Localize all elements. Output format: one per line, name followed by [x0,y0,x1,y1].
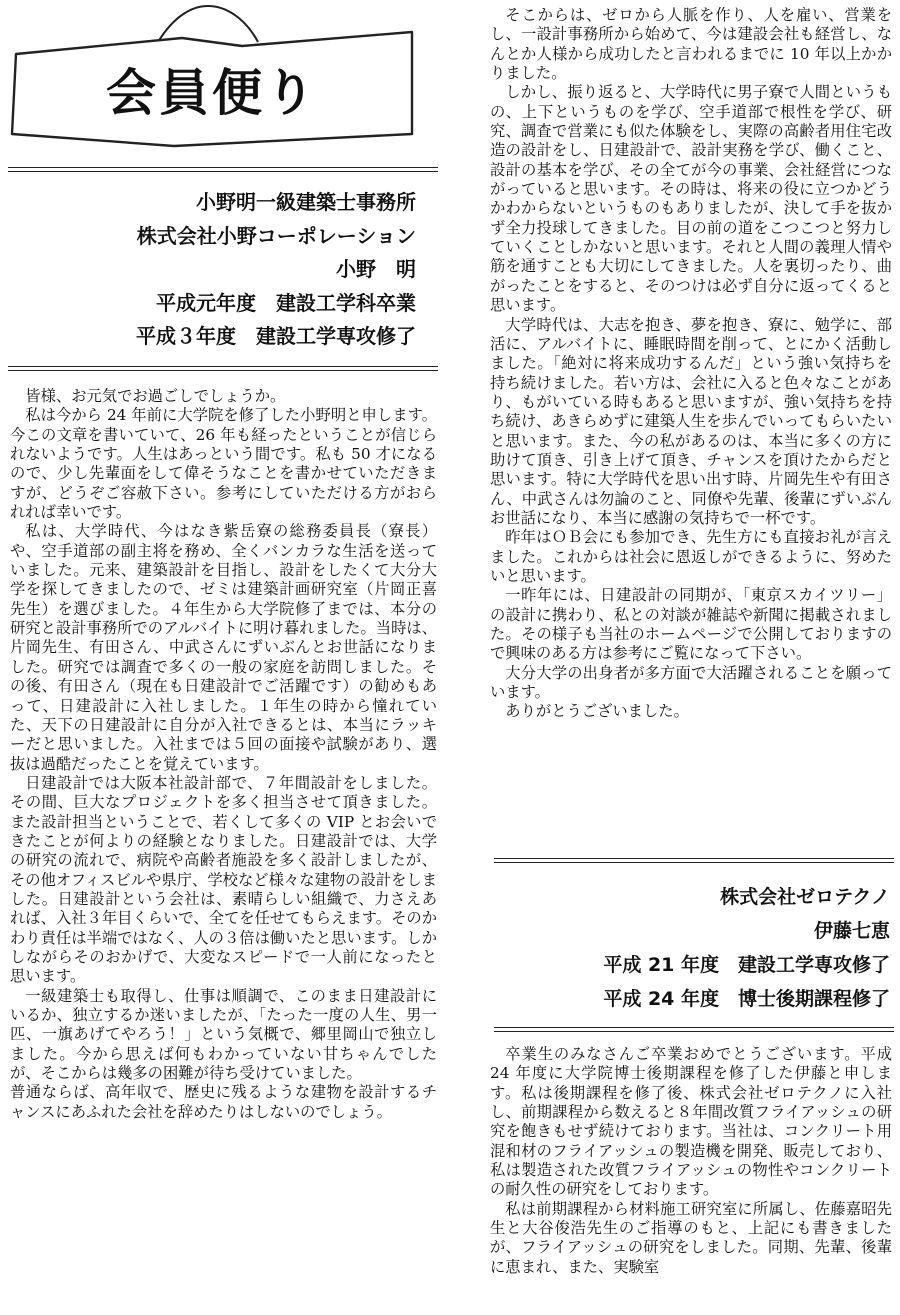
article2-degree-2: 平成 24 年度 博士後期課程修了 [603,988,890,1010]
article1-affiliation-2: 株式会社小野コーポレーション [136,223,416,248]
article1-paragraph: 私は今から 24 年前に大学院を修了した小野明と申します。今この文章を書いていて、26 年も経ったということが信じられないようです。人生はあっという間です。私も 50 才になるので、少し先輩面をして偉そうなことを書かせていただきますが、どうぞご容赦下さい。参考にしていただける方がおられれば幸いです。 [10,406,437,522]
section-title-banner [6,2,418,150]
article2-degree-1: 平成 21 年度 建設工学専攻修了 [603,954,890,976]
article1-paragraph: そこからは、ゼロから人脈を作り、人を雇い、営業をし、一設計事務所から始めて、今は建設会社も経営し、なんとか人様から成功したと言われるまでに 10 年以上かかりました。 [490,6,892,83]
article1-degree-2: 平成３年度 建設工学専攻修了 [136,324,416,348]
article1-paragraph: 皆様、お元気でお過ごしでしょうか。 [25,387,286,405]
article1-body-right [490,6,892,722]
article1-paragraph: 大学時代は、大志を抱き、夢を抱き、寮に、勉学に、部活に、アルバイトに、睡眠時間を削って、とにかく活動しました。「絶対に将来成功するんだ」という強い気持ちを持ち続けました。若い方は、会社に入ると色々なことがあり、もがいている時もあると思いますが、強い気持ちを持ち続け、あきらめずに建築人生を歩んでいってもらいたいと思います。また、今の私があるのは、本当に多くの方に助けて頂き、引き上げて頂き、チャンスを頂けたからだと思います。特に大学時代を思い出す時、片岡先生や有田さん、中武さんは勿論のこと、同僚や先輩、後輩にずいぶんお世話になり、本当に感謝の気持ちで一杯です。 [490,315,892,527]
article2-byline [490,880,890,1016]
article1-author-name: 小野 明 [336,257,416,281]
article2-author-name: 伊藤七恵 [813,920,890,942]
article2-body [490,1045,892,1277]
article1-paragraph: 私は、大学時代、今はなき紫岳寮の総務委員長（寮長）や、空手道部の副主将を務め、全くバンカラな生活を送っていました。元来、建築設計を目指し、設計をしたくて大分大学を探してきましたので、ゼミは建築計画研究室（片岡正喜先生）を選びました。４年生から大学院修了までは、本分の研究と設計事務所でのアルバイトに明け暮れました。当時は、片岡先生、有田さん、中武さんにずいぶんとお世話になりました。研究では調査で多くの一般の家庭を訪問しました。その後、有田さん（現在も日建設計でご活躍です）の勧めもあって、日建設計に入社しました。１年生の時から憧れていた、天下の日建設計に自分が入社できるとは、本当にラッキーだと思いました。入社までは５回の面接や試験があり、選抜は過酷だったことを覚えています。 [10,522,437,773]
article1-byline [8,186,416,354]
article1-degree-1: 平成元年度 建設工学科卒業 [156,290,416,315]
article1-paragraph: 普通ならば、高年収で、歴史に残るような建物を設計するチャンスにあふれた会社を辞めたりはしないのでしょう。 [10,1083,437,1121]
article2-paragraph: 卒業生のみなさんご卒業おめでとうございます。平成 24 年度に大学院博士後期課程を修了した伊藤と申します。私は後期課程を修了後、株式会社ゼロテクノに入社し、前期課程から数えると８年間改質フライアッシュの研究を飽きもせず続けております。当社は、コンクリート用混和材のフライアッシュの製造機を開発、販売しており、私は製造された改質フライアッシュの物性やコンクリートの耐久性の研究をしております。 [490,1045,892,1199]
article1-paragraph: 日建設計では大阪本社設計部で、７年間設計をしました。その間、巨大なプロジェクトを多く担当させて頂きました。また設計担当ということで、若くして多くの VIP とお会いできたことが何よりの経験となりました。日建設計では、大学の研究の流れで、病院や高齢者施設を多く設計しましたが、その他オフィスビルや県庁、学校など様々な建物の設計をしました。日建設計という会社は、素晴らしい組織で、力さえあれば、入社３年目くらいで、全てを任せてもらえます。そのかわり責任は半端ではなく、人の３倍は働いたと思います。しかしながらそのおかげで、大変なスピードで一人前になったと思います。 [10,773,437,986]
article1-paragraph: ありがとうございました。 [505,702,689,721]
article1-paragraph: 一級建築士も取得し、仕事は順調で、このまま日建設計にいるか、独立するか迷いましたが、「たった一度の人生、男一匹、一旗あげてやろう！」という気概で、郷里岡山で独立しました。今から思えば何もわかっていない甘ちゃんでしたが、そこからは幾多の困難が待ち受けていました。 [10,986,437,1083]
section-title: 会員便り [106,64,318,122]
article2-affiliation: 株式会社ゼロテクノ [720,886,890,908]
article1-paragraph: 一昨年には、日建設計の同期が、「東京スカイツリー」の設計に携わり、私との対談が雑誌や新聞に掲載されました。その様子も当社のホームページで公開しておりますので興味のある方は参考にご覧になって下さい。 [490,586,892,663]
article1-paragraph: しかし、振り返ると、大学時代に男子寮で人間というもの、上下というものを学び、空手道部で根性を学び、研究、調査で営業にも似た体験をし、実際の高齢者用住宅改造の設計をし、日建設計で、設計実務を学び、働くこと、設計の基本を学び、その全てが今の事業、会社経営につながっていると思います。その時は、将来の役に立つかどうかわからないというものもありましたが、決して手を抜かず全力投球してきました。目の前の道をこつこつと努力していくことしかないと思います。それと人間の義理人情や筋を通すことも大切にしてきました。人を裏切ったり、曲がったことをすると、そのつけは必ず自分に返ってくると思います。 [490,83,892,315]
article1-body-left [10,387,437,1122]
article1-paragraph: 昨年はＯＢ会にも参加でき、先生方にも直接お礼が言えました。これからは社会に恩返しができるように、努めたいと思います。 [490,528,892,585]
article2-paragraph: 私は前期課程から材料施工研究室に所属し、佐藤嘉昭先生と大谷俊浩先生のご指導のもと、上記にも書きましたが、フライアッシュの研究をしました。同期、先輩、後輩に恵まれ、また、実験室 [490,1199,892,1276]
article1-paragraph: 大分大学の出身者が多方面で大活躍されることを願っています。 [490,663,892,702]
article1-affiliation-1: 小野明一級建築士事務所 [196,190,416,214]
